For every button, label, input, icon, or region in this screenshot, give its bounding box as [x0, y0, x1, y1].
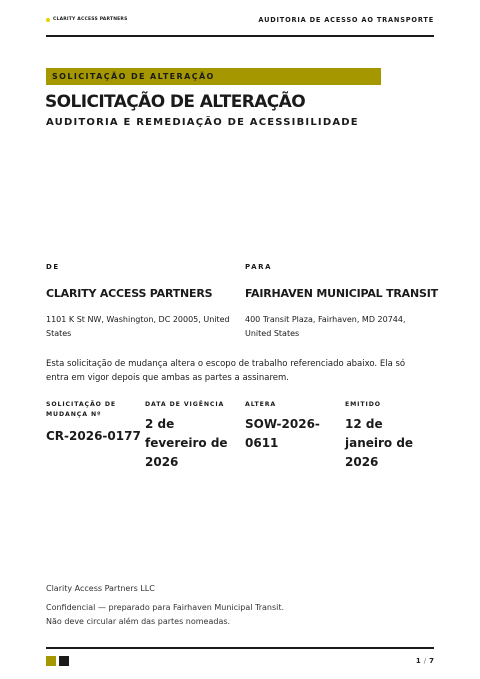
- accent-square-icon: [46, 656, 56, 666]
- company-name: Clarity Access Partners LLC: [46, 584, 155, 593]
- footer-rule: [46, 647, 434, 649]
- document-label: AUDITORIA DE ACESSO AO TRANSPORTE: [258, 16, 434, 24]
- page-total: 7: [429, 657, 434, 665]
- to-address: 400 Transit Plaza, Fairhaven, MD 20744, United States: [245, 315, 406, 338]
- issued-value: 12 de janeiro de 2026: [345, 417, 414, 469]
- intro-text: Esta solicitação de mudança altera o escopo de trabalho referenciado abaixo. Ela só entra em vigor depois que ambas as partes a assinarem.: [46, 359, 406, 383]
- from-label: DE: [46, 263, 60, 271]
- page-header: [46, 16, 434, 37]
- amends-value: SOW-2026-0611: [245, 417, 320, 450]
- from-address: 1101 K St NW, Washington, DC 20005, United States: [46, 315, 230, 338]
- page-subtitle: AUDITORIA E REMEDIAÇÃO DE ACESSIBILIDADE: [46, 117, 359, 128]
- to-label: PARA: [245, 263, 273, 271]
- amends-label: ALTERA: [245, 401, 277, 408]
- page-separator: /: [423, 657, 427, 665]
- dark-square-icon: [59, 656, 69, 666]
- to-name: FAIRHAVEN MUNICIPAL TRANSIT: [245, 287, 438, 300]
- page-number: [416, 657, 434, 665]
- issued-label: EMITIDO: [345, 401, 381, 408]
- effective-date-value: 2 de fevereiro de 2026: [145, 417, 228, 469]
- change-request-number-value: CR-2026-0177: [46, 429, 141, 443]
- brand-dot-icon: [46, 18, 50, 22]
- effective-date-label: DATA DE VIGÊNCIA: [145, 401, 225, 408]
- change-request-number-label: SOLICITAÇÃO DE MUDANÇA Nº: [46, 401, 117, 418]
- page-title: SOLICITAÇÃO DE ALTERAÇÃO: [45, 92, 306, 112]
- band-label: SOLICITAÇÃO DE ALTERAÇÃO: [52, 72, 215, 81]
- section-band: [46, 68, 381, 85]
- brand-name: CLARITY ACCESS PARTNERS: [53, 17, 128, 22]
- brand-logo: [46, 17, 128, 22]
- from-name: CLARITY ACCESS PARTNERS: [46, 287, 213, 300]
- page-current: 1: [415, 657, 421, 665]
- confidential-notice: Confidencial — preparado para Fairhaven Municipal Transit. Não deve circular além das partes nomeadas.: [46, 603, 285, 626]
